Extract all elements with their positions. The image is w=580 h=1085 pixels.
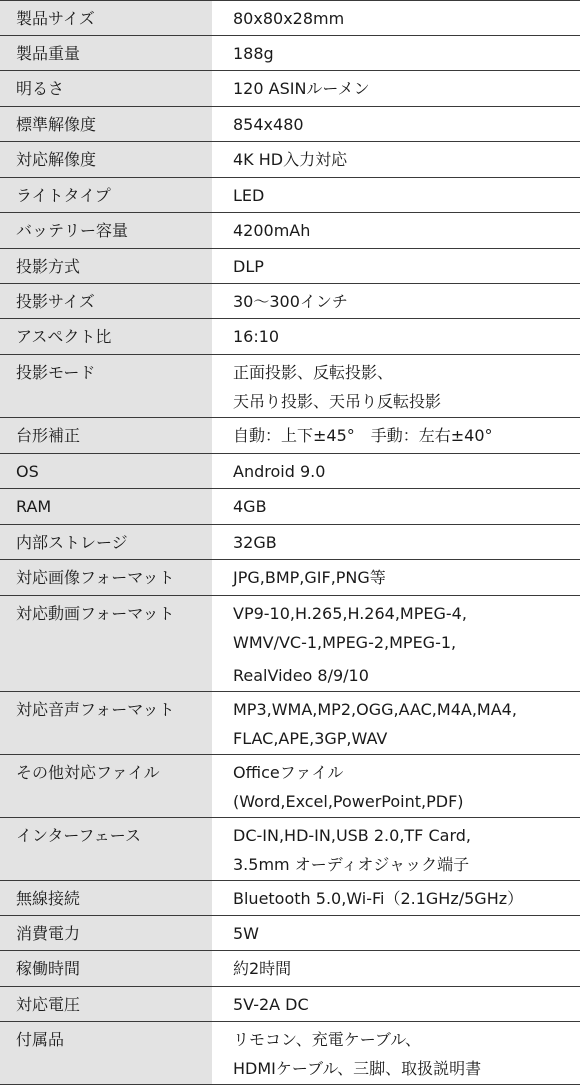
spec-value-line: DLP (233, 257, 264, 277)
spec-value-line: HDMIケーブル、三脚、取扱説明書 (233, 1058, 482, 1078)
spec-value-line: 自動：上下±45° 手動：左右±40° (233, 426, 493, 446)
spec-row (0, 249, 580, 284)
spec-row (0, 213, 580, 249)
spec-value-line: 80x80x28mm (233, 9, 345, 28)
spec-value (212, 754, 580, 817)
spec-value (212, 418, 580, 454)
spec-value-line: VP9-10,H.265,H.264,MPEG-4, (233, 603, 467, 623)
spec-value-line: RealVideo 8/9/10 (233, 665, 369, 685)
spec-label: ライトタイプ (0, 178, 212, 213)
spec-label: 対応画像フォーマット (0, 560, 212, 595)
spec-value (212, 249, 580, 284)
spec-row (0, 107, 580, 142)
spec-row (0, 284, 580, 319)
spec-label: 対応動画フォーマット (0, 595, 212, 691)
spec-value-line: 32GB (233, 533, 277, 553)
spec-label: 対応音声フォーマット (0, 691, 212, 754)
spec-value-line: MP3,WMA,MP2,OGG,AAC,M4A,MA4, (233, 699, 517, 719)
spec-row (0, 319, 580, 355)
spec-label: インターフェース (0, 817, 212, 880)
spec-label: 明るさ (0, 71, 212, 107)
spec-value-line: 5W (233, 923, 259, 943)
spec-row (0, 754, 580, 817)
spec-value (212, 560, 580, 595)
spec-table-body (0, 1, 580, 1085)
spec-row (0, 817, 580, 880)
spec-label: 製品サイズ (0, 1, 212, 36)
spec-value-line: 5V-2A DC (233, 994, 309, 1014)
spec-row (0, 880, 580, 915)
spec-value-line: FLAC,APE,3GP,WAV (233, 728, 388, 748)
spec-value-line: 正面投影、反転投影、 (233, 363, 394, 383)
spec-row (0, 71, 580, 107)
spec-value-line: JPG,BMP,GIF,PNG等 (233, 568, 386, 588)
spec-row (0, 950, 580, 986)
spec-value (212, 915, 580, 950)
spec-label: 投影方式 (0, 249, 212, 284)
spec-label: 付属品 (0, 1021, 212, 1084)
spec-value-line: 天吊り投影、天吊り反転投影 (233, 392, 442, 412)
spec-value (212, 489, 580, 525)
spec-value-line: (Word,Excel,PowerPoint,PDF) (233, 791, 464, 811)
spec-value-line: 16:10 (233, 327, 280, 347)
spec-value-line: LED (233, 186, 265, 206)
spec-label: 標準解像度 (0, 107, 212, 142)
spec-value (212, 142, 580, 178)
spec-row (0, 355, 580, 418)
spec-row (0, 986, 580, 1021)
spec-value (212, 284, 580, 319)
spec-value-line: 854x480 (233, 115, 304, 135)
spec-label: 対応電圧 (0, 986, 212, 1021)
spec-label: 投影モード (0, 355, 212, 418)
spec-value (212, 178, 580, 213)
spec-value-line: 188g (233, 44, 274, 64)
spec-row (0, 595, 580, 691)
spec-value-line: DC-IN,HD-IN,USB 2.0,TF Card, (233, 825, 471, 845)
spec-row (0, 36, 580, 71)
spec-row (0, 691, 580, 754)
spec-row (0, 454, 580, 489)
spec-value (212, 950, 580, 986)
spec-label: 台形補正 (0, 418, 212, 454)
spec-value (212, 355, 580, 418)
spec-row (0, 178, 580, 213)
spec-label: 製品重量 (0, 36, 212, 71)
spec-value-line: 3.5mm オーディオジャック端子 (233, 854, 470, 874)
spec-row (0, 489, 580, 525)
spec-row (0, 1021, 580, 1084)
spec-row (0, 560, 580, 595)
spec-row (0, 525, 580, 560)
spec-value (212, 107, 580, 142)
spec-value-line: Bluetooth 5.0,Wi-Fi（2.1GHz/5GHz） (233, 888, 524, 908)
spec-value (212, 986, 580, 1021)
spec-value (212, 691, 580, 754)
spec-value (212, 817, 580, 880)
spec-label: 消費電力 (0, 915, 212, 950)
spec-label: 投影サイズ (0, 284, 212, 319)
spec-value-line: 4K HD入力対応 (233, 150, 348, 170)
spec-value (212, 71, 580, 107)
spec-value (212, 319, 580, 355)
spec-row (0, 142, 580, 178)
spec-value-line: 約2時間 (233, 958, 292, 978)
spec-value-line: 120 ASINルーメン (233, 79, 370, 99)
spec-row (0, 418, 580, 454)
spec-value (212, 880, 580, 915)
spec-label: バッテリー容量 (0, 213, 212, 249)
spec-label: 稼働時間 (0, 950, 212, 986)
spec-value (212, 1021, 580, 1084)
spec-value-line: Officeファイル (233, 762, 344, 782)
spec-label: 無線接続 (0, 880, 212, 915)
spec-row (0, 915, 580, 950)
spec-value (212, 454, 580, 489)
spec-label: その他対応ファイル (0, 754, 212, 817)
spec-value (212, 595, 580, 691)
spec-row (0, 1, 580, 36)
spec-label: アスペクト比 (0, 319, 212, 355)
spec-value (212, 525, 580, 560)
spec-value (212, 213, 580, 249)
spec-label: RAM (0, 489, 212, 525)
spec-value-line: WMV/VC-1,MPEG-2,MPEG-1, (233, 632, 457, 652)
spec-value-line: 4200mAh (233, 221, 311, 241)
spec-value-line: 30～300インチ (233, 292, 348, 312)
spec-value (212, 1, 580, 36)
spec-label: 対応解像度 (0, 142, 212, 178)
spec-value-line: リモコン、充電ケーブル、 (233, 1029, 422, 1049)
spec-value (212, 36, 580, 71)
spec-value-line: 4GB (233, 497, 267, 517)
spec-label: 内部ストレージ (0, 525, 212, 560)
spec-value-line: Android 9.0 (233, 462, 326, 482)
spec-label: OS (0, 454, 212, 489)
